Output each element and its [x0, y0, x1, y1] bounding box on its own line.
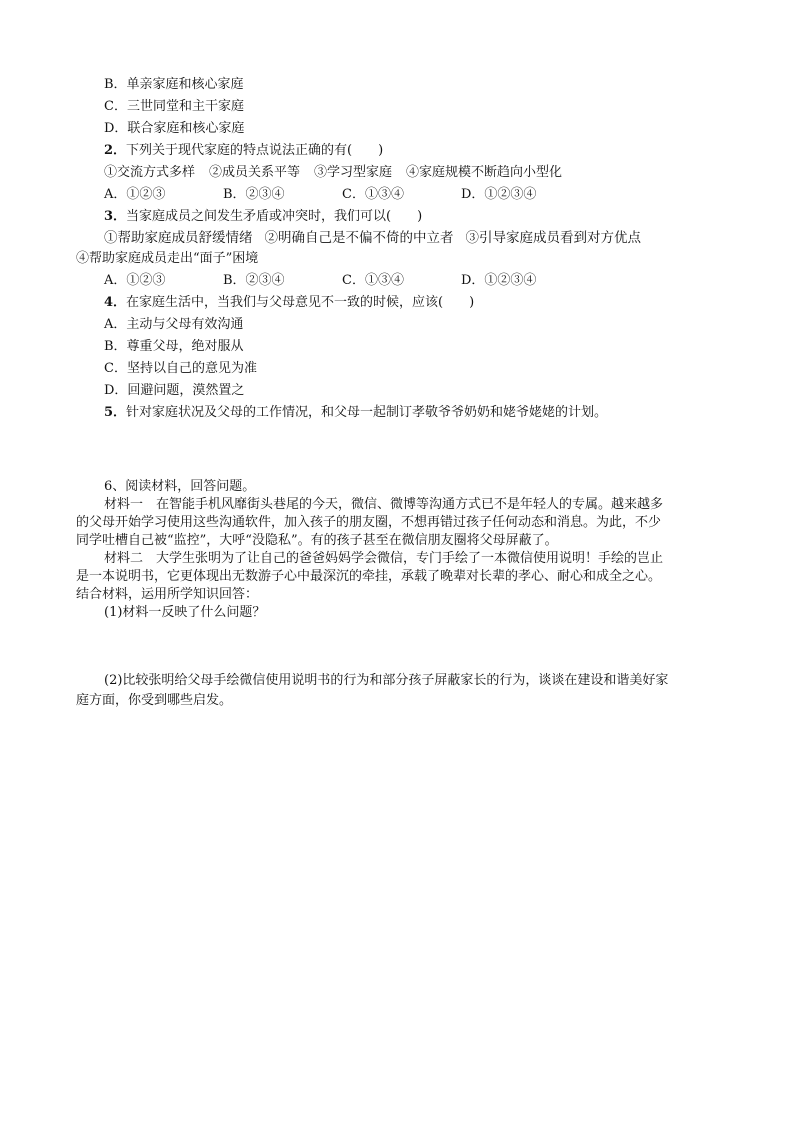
q3-item: ②明确自己是不偏不倚的中立者 [264, 230, 454, 246]
q1-option-b: B．单亲家庭和核心家庭 [104, 77, 244, 92]
q3-item: ③引导家庭成员看到对方优点 [465, 230, 641, 246]
q4-option-c: C．坚持以自己的意见为准 [104, 361, 257, 376]
q3-stem [104, 208, 422, 226]
q6-material1-line3: 同学吐槽自己被“监控”，大呼“没隐私”。有的孩子甚至在微信朋友圈将父母屏蔽了。 [76, 533, 558, 548]
q6-material2-line1: 材料二 大学生张明为了让自己的爸爸妈妈学会微信，专门手绘了一本微信使用说明！手绘的岂止 [104, 551, 664, 566]
q5-stem-text: 针对家庭状况及父母的工作情况，和父母一起制订孝敬爷爷奶奶和姥爷姥姥的计划。 [126, 405, 608, 420]
q2-item: ②成员关系平等 [209, 165, 301, 180]
q4-option-d: D．回避问题，漠然置之 [104, 383, 245, 398]
q6-subquestion-1: (1)材料一反映了什么问题？ [104, 605, 266, 620]
q6-prompt: 结合材料，运用所学知识回答： [76, 587, 259, 602]
q2-item: ①交流方式多样 [104, 165, 196, 180]
q4-stem [104, 294, 474, 312]
q6-material2-line2: 是一本说明书，它更体现出无数游子心中最深沉的牵挂，承载了晚辈对长辈的孝心、耐心和成全之心。 [76, 569, 662, 584]
q3-number: 3． [104, 209, 127, 224]
q1-option-d: D．联合家庭和核心家庭 [104, 121, 245, 136]
q4-number: 4． [104, 295, 127, 310]
q4-option-a: A．主动与父母有效沟通 [104, 317, 244, 332]
q3-item: ①帮助家庭成员舒缓情绪 [104, 230, 253, 246]
q3-option-c: C．①③④ [342, 273, 404, 288]
q2-item: ④家庭规模不断趋向小型化 [406, 165, 563, 180]
q2-option-d: D．①②③④ [461, 187, 537, 202]
q2-stem [104, 142, 383, 160]
q2-options [104, 186, 536, 204]
q3-options [104, 272, 536, 290]
q1-option-c: C．三世同堂和主干家庭 [104, 99, 244, 114]
q2-option-b: B．②③④ [223, 187, 285, 202]
q2-items [104, 164, 562, 182]
q3-item-line2: ④帮助家庭成员走出“面子”困境 [76, 251, 259, 266]
q2-option-a: A．①②③ [104, 187, 166, 202]
q3-option-a: A．①②③ [104, 273, 166, 288]
q3-stem-text: 当家庭成员之间发生矛盾或冲突时，我们可以( ) [126, 209, 423, 224]
q6-subquestion-2-line2: 庭方面，你受到哪些启发。 [76, 693, 233, 708]
q5-number: 5． [104, 405, 127, 420]
q6-material1-line1: 材料一 在智能手机风靡街头巷尾的今天，微信、微博等沟通方式已不是年轻人的专属。越来越多 [104, 497, 664, 512]
q2-stem-text: 下列关于现代家庭的特点说法正确的有( ) [126, 143, 384, 158]
q2-number: 2． [104, 143, 127, 158]
q6-heading: 6、阅读材料，回答问题。 [104, 479, 256, 494]
q6-material1-line2: 的父母开始学习使用这些沟通软件，加入孩子的朋友圈，不想再错过孩子任何动态和消息。为此，不少 [76, 515, 662, 530]
q4-option-b: B．尊重父母，绝对服从 [104, 339, 244, 354]
q2-item: ③学习型家庭 [314, 165, 393, 180]
q3-option-d: D．①②③④ [461, 273, 537, 288]
q3-items-line1 [104, 229, 641, 247]
q2-option-c: C．①③④ [342, 187, 404, 202]
q5-stem [104, 404, 607, 422]
q4-stem-text: 在家庭生活中，当我们与父母意见不一致的时候，应该( ) [126, 295, 475, 310]
q3-option-b: B．②③④ [223, 273, 285, 288]
q6-subquestion-2-line1: (2)比较张明给父母手绘微信使用说明书的行为和部分孩子屏蔽家长的行为，谈谈在建设和谐美好家 [104, 673, 669, 688]
